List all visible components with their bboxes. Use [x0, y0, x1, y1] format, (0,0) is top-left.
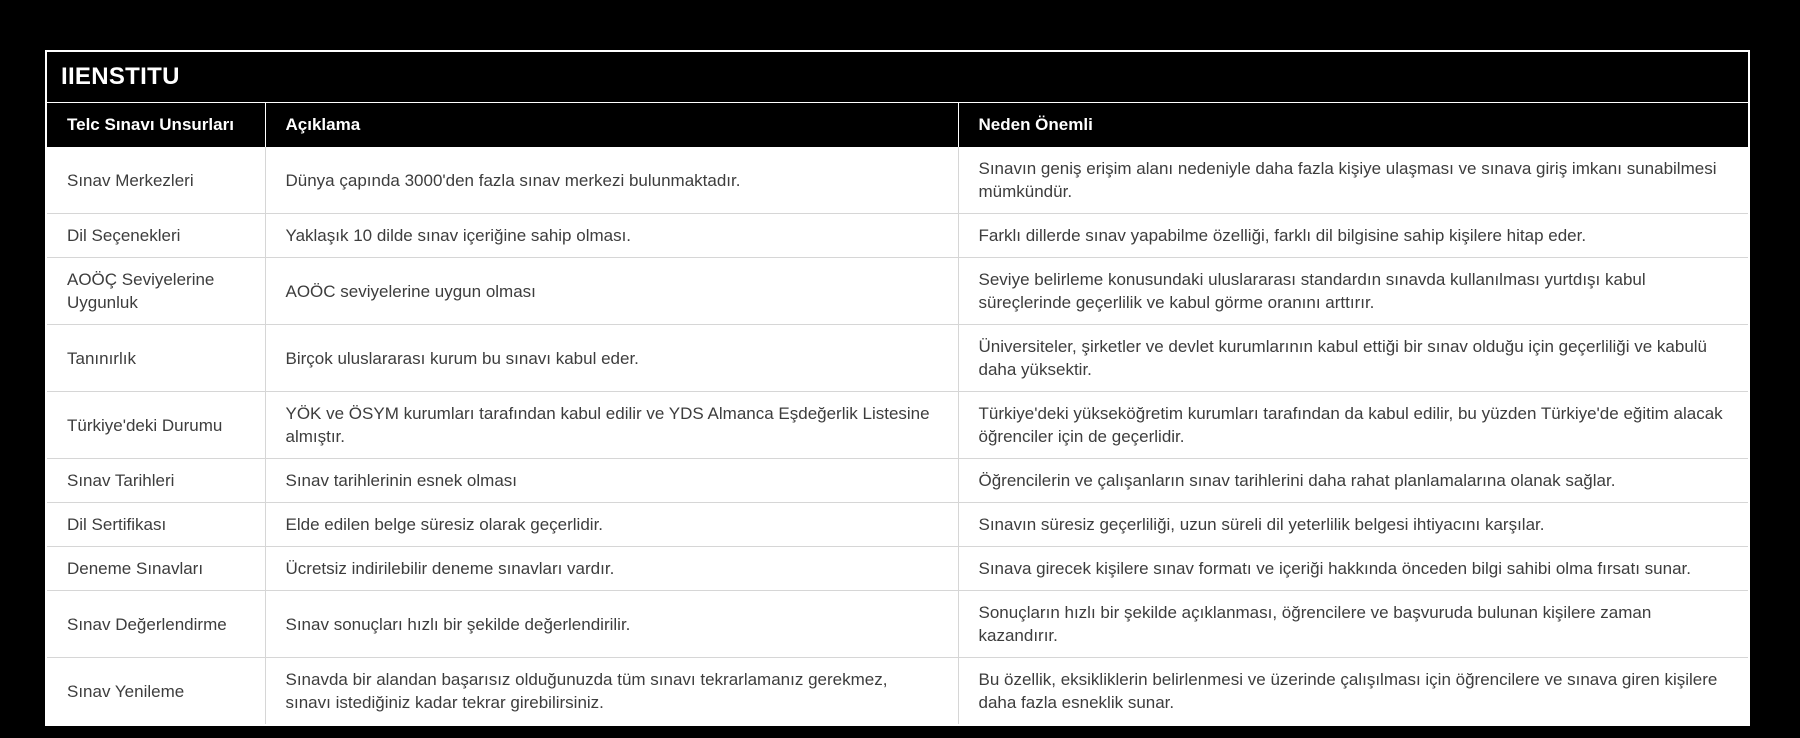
table-row [47, 658, 1748, 725]
importance-cell: Seviye belirleme konusundaki uluslararası standardın sınavda kullanılması yurtdışı kabul süreçlerinde geçerlilik ve kabul görme oranını arttırır. [958, 258, 1748, 325]
table-row [47, 547, 1748, 591]
table-row [47, 258, 1748, 325]
feature-cell: Dil Sertifikası [47, 503, 265, 547]
description-cell: Sınav sonuçları hızlı bir şekilde değerlendirilir. [265, 591, 958, 658]
importance-cell: Sınava girecek kişilere sınav formatı ve içeriği hakkında önceden bilgi sahibi olma fırsatı sunar. [958, 547, 1748, 591]
feature-cell: Türkiye'deki Durumu [47, 392, 265, 459]
page-title: IIENSTITU [61, 63, 180, 90]
feature-cell: Dil Seçenekleri [47, 214, 265, 258]
description-cell: Sınavda bir alandan başarısız olduğunuzda tüm sınavı tekrarlamanız gerekmez, sınavı istediğiniz kadar tekrar girebilirsiniz. [265, 658, 958, 725]
table-row [47, 459, 1748, 503]
description-cell: Yaklaşık 10 dilde sınav içeriğine sahip olması. [265, 214, 958, 258]
table-row [47, 503, 1748, 547]
importance-cell: Öğrencilerin ve çalışanların sınav tarihlerini daha rahat planlamalarına olanak sağlar. [958, 459, 1748, 503]
importance-cell: Farklı dillerde sınav yapabilme özelliği, farklı dil bilgisine sahip kişilere hitap eder. [958, 214, 1748, 258]
table-row [47, 214, 1748, 258]
description-cell: YÖK ve ÖSYM kurumları tarafından kabul edilir ve YDS Almanca Eşdeğerlik Listesine almıştır. [265, 392, 958, 459]
importance-cell: Sınavın geniş erişim alanı nedeniyle daha fazla kişiye ulaşması ve sınava giriş imkanı sunabilmesi mümkündür. [958, 147, 1748, 214]
table-row [47, 392, 1748, 459]
title-bar [47, 52, 1748, 103]
column-header-importance: Neden Önemli [958, 103, 1748, 147]
table-header-row [47, 103, 1748, 147]
description-cell: Birçok uluslararası kurum bu sınavı kabul eder. [265, 325, 958, 392]
description-cell: Elde edilen belge süresiz olarak geçerlidir. [265, 503, 958, 547]
description-cell: AOÖC seviyelerine uygun olması [265, 258, 958, 325]
importance-cell: Üniversiteler, şirketler ve devlet kurumlarının kabul ettiği bir sınav olduğu için geçerliliği ve kabulü daha yüksektir. [958, 325, 1748, 392]
description-cell: Sınav tarihlerinin esnek olması [265, 459, 958, 503]
description-cell: Ücretsiz indirilebilir deneme sınavları vardır. [265, 547, 958, 591]
table-body [47, 147, 1748, 724]
column-header-description: Açıklama [265, 103, 958, 147]
exam-features-table [47, 103, 1748, 724]
feature-cell: Sınav Değerlendirme [47, 591, 265, 658]
table-row [47, 325, 1748, 392]
column-header-feature: Telc Sınavı Unsurları [47, 103, 265, 147]
description-cell: Dünya çapında 3000'den fazla sınav merkezi bulunmaktadır. [265, 147, 958, 214]
feature-cell: Tanınırlık [47, 325, 265, 392]
feature-cell: AOÖÇ Seviyelerine Uygunluk [47, 258, 265, 325]
feature-cell: Deneme Sınavları [47, 547, 265, 591]
feature-cell: Sınav Yenileme [47, 658, 265, 725]
importance-cell: Bu özellik, eksikliklerin belirlenmesi ve üzerinde çalışılması için öğrencilere ve sınava giren kişilere daha fazla esneklik sunar. [958, 658, 1748, 725]
table-row [47, 591, 1748, 658]
table-row [47, 147, 1748, 214]
importance-cell: Türkiye'deki yükseköğretim kurumları tarafından da kabul edilir, bu yüzden Türkiye'de eğitim alacak öğrenciler için de geçerlidir. [958, 392, 1748, 459]
feature-cell: Sınav Merkezleri [47, 147, 265, 214]
importance-cell: Sonuçların hızlı bir şekilde açıklanması, öğrencilere ve başvuruda bulunan kişilere zaman kazandırır. [958, 591, 1748, 658]
feature-cell: Sınav Tarihleri [47, 459, 265, 503]
importance-cell: Sınavın süresiz geçerliliği, uzun süreli dil yeterlilik belgesi ihtiyacını karşılar. [958, 503, 1748, 547]
table-card [45, 50, 1750, 726]
